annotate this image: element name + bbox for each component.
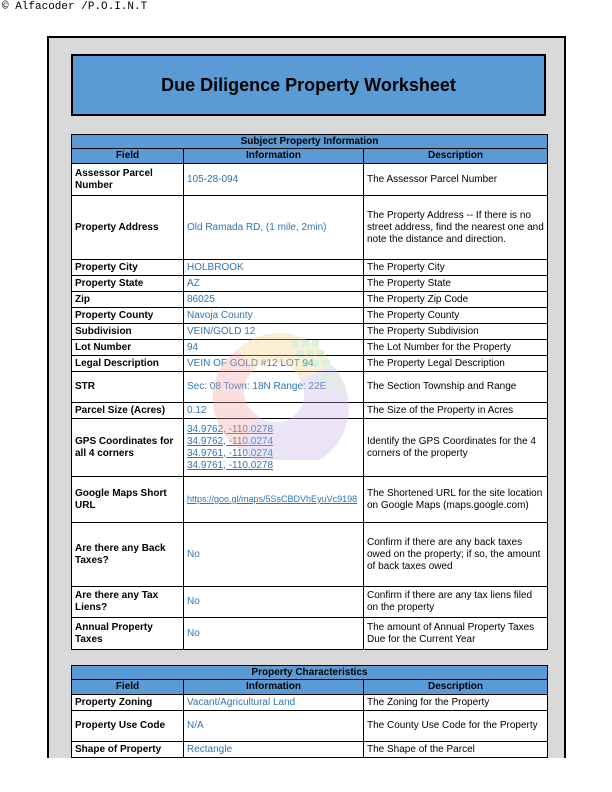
field-description: The Zoning for the Property	[364, 695, 548, 711]
gps-coordinate-link[interactable]: 34.9762, -110.0274	[187, 435, 274, 447]
column-header: Description	[364, 680, 548, 695]
field-value: 105-28-094	[184, 164, 364, 196]
subject-property-table	[71, 134, 548, 650]
field-value: No	[184, 523, 364, 587]
field-description: The Assessor Parcel Number	[364, 164, 548, 196]
field-description: The Property Address -- If there is no street address, find the nearest one and note the distance and direction.	[364, 196, 548, 260]
column-header: Information	[184, 680, 364, 695]
field-description: The amount of Annual Property Taxes Due for the Current Year	[364, 618, 548, 650]
table-row	[72, 356, 548, 372]
table-row	[72, 477, 548, 523]
google-maps-link[interactable]: https://goo.gl/maps/5SsCBDVhEyuVc9198	[187, 494, 358, 504]
field-value: Navoja County	[184, 308, 364, 324]
field-label: Are there any Tax Liens?	[72, 587, 184, 618]
field-value: HOLBROOK	[184, 260, 364, 276]
field-label: Shape of Property	[72, 742, 184, 758]
page-title: Due Diligence Property Worksheet	[161, 74, 456, 95]
section-title: Property Characteristics	[72, 666, 548, 680]
field-value: 94	[184, 340, 364, 356]
table-row	[72, 587, 548, 618]
field-label: Lot Number	[72, 340, 184, 356]
field-label: Parcel Size (Acres)	[72, 403, 184, 419]
field-description: The Property County	[364, 308, 548, 324]
field-description: The Property Legal Description	[364, 356, 548, 372]
table-row	[72, 164, 548, 196]
field-label: Property City	[72, 260, 184, 276]
field-value: VEIN/GOLD 12	[184, 324, 364, 340]
field-value: Sec: 08 Town: 18N Range: 22E	[184, 372, 364, 403]
field-label: Google Maps Short URL	[72, 477, 184, 523]
table-row	[72, 618, 548, 650]
table-row	[72, 403, 548, 419]
table-row	[72, 419, 548, 477]
gps-coordinate-link[interactable]: 34.9761, -110.0278	[187, 459, 274, 471]
table-row	[72, 340, 548, 356]
property-characteristics-table	[71, 665, 548, 758]
field-value: No	[184, 618, 364, 650]
field-label: Property Zoning	[72, 695, 184, 711]
copyright-notice: © Alfacoder /P.O.I.N.T	[2, 1, 148, 13]
field-description: The Property Zip Code	[364, 292, 548, 308]
field-label: Zip	[72, 292, 184, 308]
field-value: Rectangle	[184, 742, 364, 758]
field-description: The Shortened URL for the site location on Google Maps (maps.google.com)	[364, 477, 548, 523]
field-label: Property State	[72, 276, 184, 292]
field-label: Property Use Code	[72, 711, 184, 742]
table-row	[72, 523, 548, 587]
gps-coordinate-link[interactable]: 34.9761, -110.0274	[187, 447, 274, 459]
table-row	[72, 308, 548, 324]
field-value: Old Ramada RD, (1 mile, 2min)	[184, 196, 364, 260]
field-description: The Property City	[364, 260, 548, 276]
field-value: 86025	[184, 292, 364, 308]
field-value: 0.12	[184, 403, 364, 419]
field-label: Subdivision	[72, 324, 184, 340]
worksheet-page	[47, 36, 566, 758]
field-label: STR	[72, 372, 184, 403]
field-description: Identify the GPS Coordinates for the 4 corners of the property	[364, 419, 548, 477]
field-label: Annual Property Taxes	[72, 618, 184, 650]
field-label: Property County	[72, 308, 184, 324]
field-description: Confirm if there are any back taxes owed on the property; if so, the amount of back taxes owed	[364, 523, 548, 587]
gps-coordinates	[184, 419, 364, 477]
field-label: GPS Coordinates for all 4 corners	[72, 419, 184, 477]
field-description: The Property State	[364, 276, 548, 292]
table-row	[72, 324, 548, 340]
field-description: The Property Subdivision	[364, 324, 548, 340]
field-description: The Section Township and Range	[364, 372, 548, 403]
table-row	[72, 742, 548, 758]
field-value: N/A	[184, 711, 364, 742]
field-description: The Size of the Property in Acres	[364, 403, 548, 419]
field-label: Legal Description	[72, 356, 184, 372]
field-label: Property Address	[72, 196, 184, 260]
field-description: Confirm if there are any tax liens filed on the property	[364, 587, 548, 618]
column-header: Field	[72, 149, 184, 164]
field-label: Are there any Back Taxes?	[72, 523, 184, 587]
table-row	[72, 260, 548, 276]
field-value: AZ	[184, 276, 364, 292]
table-row	[72, 196, 548, 260]
field-value	[184, 477, 364, 523]
field-value: No	[184, 587, 364, 618]
column-header: Information	[184, 149, 364, 164]
column-header: Description	[364, 149, 548, 164]
table-row	[72, 292, 548, 308]
field-label: Assessor Parcel Number	[72, 164, 184, 196]
section-title: Subject Property Information	[72, 135, 548, 149]
field-description: The Lot Number for the Property	[364, 340, 548, 356]
table-row	[72, 695, 548, 711]
field-description: The County Use Code for the Property	[364, 711, 548, 742]
field-value: Vacant/Agricultural Land	[184, 695, 364, 711]
table-row	[72, 276, 548, 292]
table-row	[72, 372, 548, 403]
table-row	[72, 711, 548, 742]
title-banner	[71, 54, 546, 116]
field-description: The Shape of the Parcel	[364, 742, 548, 758]
field-value: VEIN OF GOLD #12 LOT 94	[184, 356, 364, 372]
gps-coordinate-link[interactable]: 34.9762, -110.0278	[187, 423, 274, 435]
column-header: Field	[72, 680, 184, 695]
